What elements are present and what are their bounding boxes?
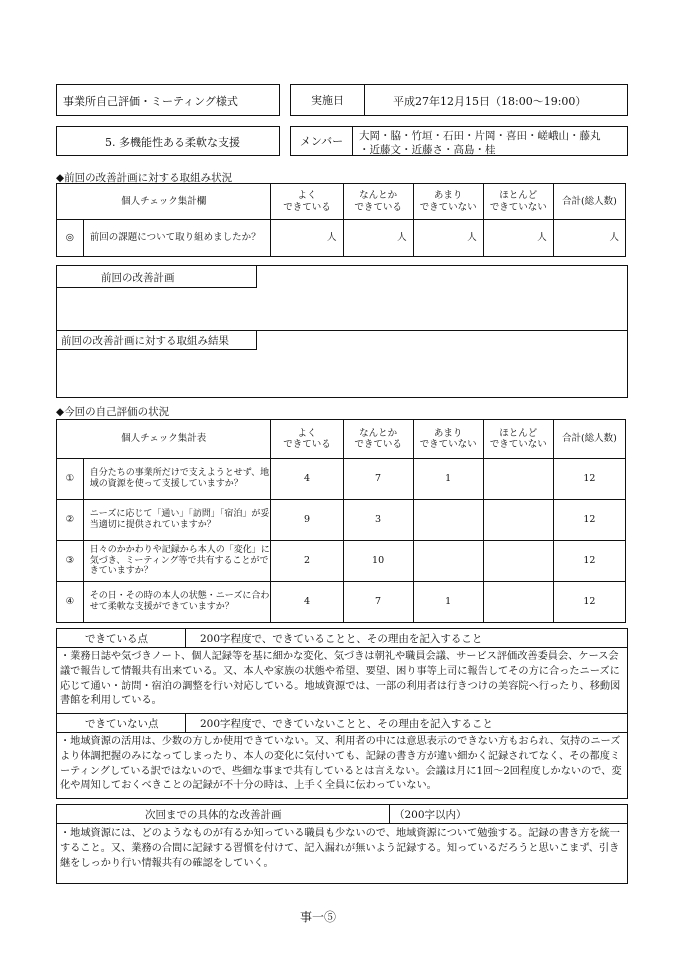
row-cell: 7	[343, 459, 413, 500]
current-table-label: 個人チェック集計表	[57, 420, 271, 459]
prev-plan-label-box	[57, 266, 257, 288]
date-box	[290, 84, 628, 116]
row-cell: 3	[343, 500, 413, 541]
prev-row-num: ◎	[57, 220, 84, 257]
row-cell	[413, 541, 483, 582]
row-cell	[483, 582, 553, 623]
prev-col-0: よく できている	[271, 184, 343, 220]
row-cell	[483, 459, 553, 500]
current-col-2: あまり できていない	[413, 420, 483, 459]
next-plan-text-box	[56, 824, 628, 884]
form-title-box	[56, 84, 280, 116]
bad-points-instruction: 200字程度で、できていないことと、その理由を記入すること	[200, 717, 493, 730]
row-num: ②	[57, 500, 84, 541]
current-col-0: よく できている	[271, 420, 343, 459]
prev-check-table	[56, 183, 626, 257]
row-cell: 1	[413, 459, 483, 500]
prev-col-3: ほとんど できていない	[483, 184, 553, 220]
row-cell: 1	[413, 582, 483, 623]
next-plan-text: ・地域資源には、どのようなものが有るか知っている職員も少ないので、地域資源について勉強する。記録の書き方を統一すること。又、業務の合間に記録する習慣を付けて、記入漏れが無いよう記録する。知っているだろうと思いこまず、引き継をしっかり行い情報共有の確認をしていく。	[60, 828, 620, 869]
members-label: メンバー	[291, 127, 353, 155]
bad-points-label-box	[56, 713, 186, 733]
row-total: 12	[553, 582, 625, 623]
prev-row-question: 前回の課題について取り組めましたか？	[83, 220, 271, 257]
bad-points-text-box	[56, 733, 628, 799]
row-num: ④	[57, 582, 84, 623]
prev-row-cell-3: 人	[483, 220, 553, 257]
category-title: 5. 多機能性ある柔軟な支援	[105, 136, 240, 149]
row-total: 12	[553, 459, 625, 500]
bad-points-text: ・地域資源の活用は、少数の方しか使用できていない。又、利用者の中には意思表示のできない方もおられ、気持のニーズより体調把握のみになってしまったり、本人の変化に気付いても、記録の書き方が違い細かく記録されてなく、その都度ミーティングしている訳ではないので、些細な事まで共有しているとは言えない。会議は月に1回～2回程度しかないので、変化や周知しておくべきことの記録が不十分の時は、上手く全員に伝わっていない。	[60, 736, 622, 792]
table-row	[57, 582, 626, 623]
row-cell: 4	[271, 582, 343, 623]
prev-col-4: 合計(総人数)	[553, 184, 625, 220]
current-col-4: 合計(総人数)	[553, 420, 625, 459]
row-cell	[483, 541, 553, 582]
prev-row-cell-1: 人	[343, 220, 413, 257]
row-cell: 4	[271, 459, 343, 500]
members-box	[290, 126, 628, 156]
row-question: ニーズに応じて「通い」「訪問」「宿泊」が妥当適切に提供されていますか？	[83, 500, 271, 541]
form-title: 事業所自己評価・ミーティング様式	[63, 95, 238, 108]
next-plan-label-box	[56, 804, 390, 824]
members-line1: 大岡・脇・竹垣・石田・片岡・喜田・嵯峨山・藤丸	[359, 130, 601, 142]
prev-table-label: 個人チェック集計欄	[57, 184, 271, 220]
table-row	[57, 459, 626, 500]
prev-row-cell-4: 人	[553, 220, 625, 257]
next-plan-instruction: （200字以内）	[394, 808, 467, 821]
current-check-table	[56, 419, 626, 623]
prev-row-cell-2: 人	[413, 220, 483, 257]
members-line2: ・近藤文・近藤さ・高島・桂	[359, 144, 496, 156]
current-col-1: なんとか できている	[343, 420, 413, 459]
page-code: 事一⑤	[300, 910, 337, 924]
row-cell: 2	[271, 541, 343, 582]
prev-section-title: ◆前回の改善計画に対する取組み状況	[56, 172, 233, 184]
next-plan-label: 次回までの具体的な改善計画	[145, 808, 282, 821]
date-value: 平成27年12月15日（18:00～19:00）	[393, 95, 587, 108]
current-col-3: ほとんど できていない	[483, 420, 553, 459]
row-num: ①	[57, 459, 84, 500]
next-plan-instruction-box	[390, 804, 628, 824]
table-row	[57, 500, 626, 541]
date-label: 実施日	[291, 85, 365, 115]
category-box	[56, 126, 280, 156]
row-question: その日・その時の本人の状態・ニーズに合わせて柔軟な支援ができていますか？	[83, 582, 271, 623]
bad-points-instruction-box	[186, 713, 628, 733]
row-total: 12	[553, 541, 625, 582]
good-points-label: できている点	[85, 632, 148, 645]
prev-result-label: 前回の改善計画に対する取組み結果	[61, 335, 229, 347]
row-cell	[483, 500, 553, 541]
row-question: 自分たちの事業所だけで支えようとせず、地域の資源を使って支援していますか？	[83, 459, 271, 500]
prev-col-2: あまり できていない	[413, 184, 483, 220]
good-points-instruction: 200字程度で、できていることと、その理由を記入すること	[200, 632, 483, 645]
bad-points-label: できていない点	[85, 717, 159, 730]
row-question: 日々のかかわりや記録から本人の「変化」に気づき、ミーティング等で共有することができていますか？	[83, 541, 271, 582]
good-points-instruction-box	[186, 628, 628, 648]
row-cell: 9	[271, 500, 343, 541]
row-cell: 10	[343, 541, 413, 582]
row-total: 12	[553, 500, 625, 541]
current-section-title: ◆今回の自己評価の状況	[56, 406, 170, 418]
row-cell	[413, 500, 483, 541]
row-cell: 7	[343, 582, 413, 623]
prev-row-cell-0: 人	[271, 220, 343, 257]
prev-plan-box	[56, 265, 628, 398]
prev-result-label-box	[57, 330, 257, 350]
prev-plan-label: 前回の改善計画	[101, 272, 175, 284]
table-row	[57, 541, 626, 582]
row-num: ③	[57, 541, 84, 582]
prev-col-1: なんとか できている	[343, 184, 413, 220]
good-points-text-box	[56, 648, 628, 714]
good-points-label-box	[56, 628, 186, 648]
good-points-text: ・業務日誌や気づきノート、個人記録等を基に細かな変化、気づきは朝礼や職員会議、サービス評価改善委員会、ケース会議で報告して情報共有出来ている。又、本人や家族の状態や希望、要望、困り事等上司に報告してその方に合ったニーズに応じて通い・訪問・宿泊の調整を行い対応している。地域資源では、一部の利用者は行きつけの美容院へ行ったり、移動図書館を利用している。	[60, 651, 621, 707]
